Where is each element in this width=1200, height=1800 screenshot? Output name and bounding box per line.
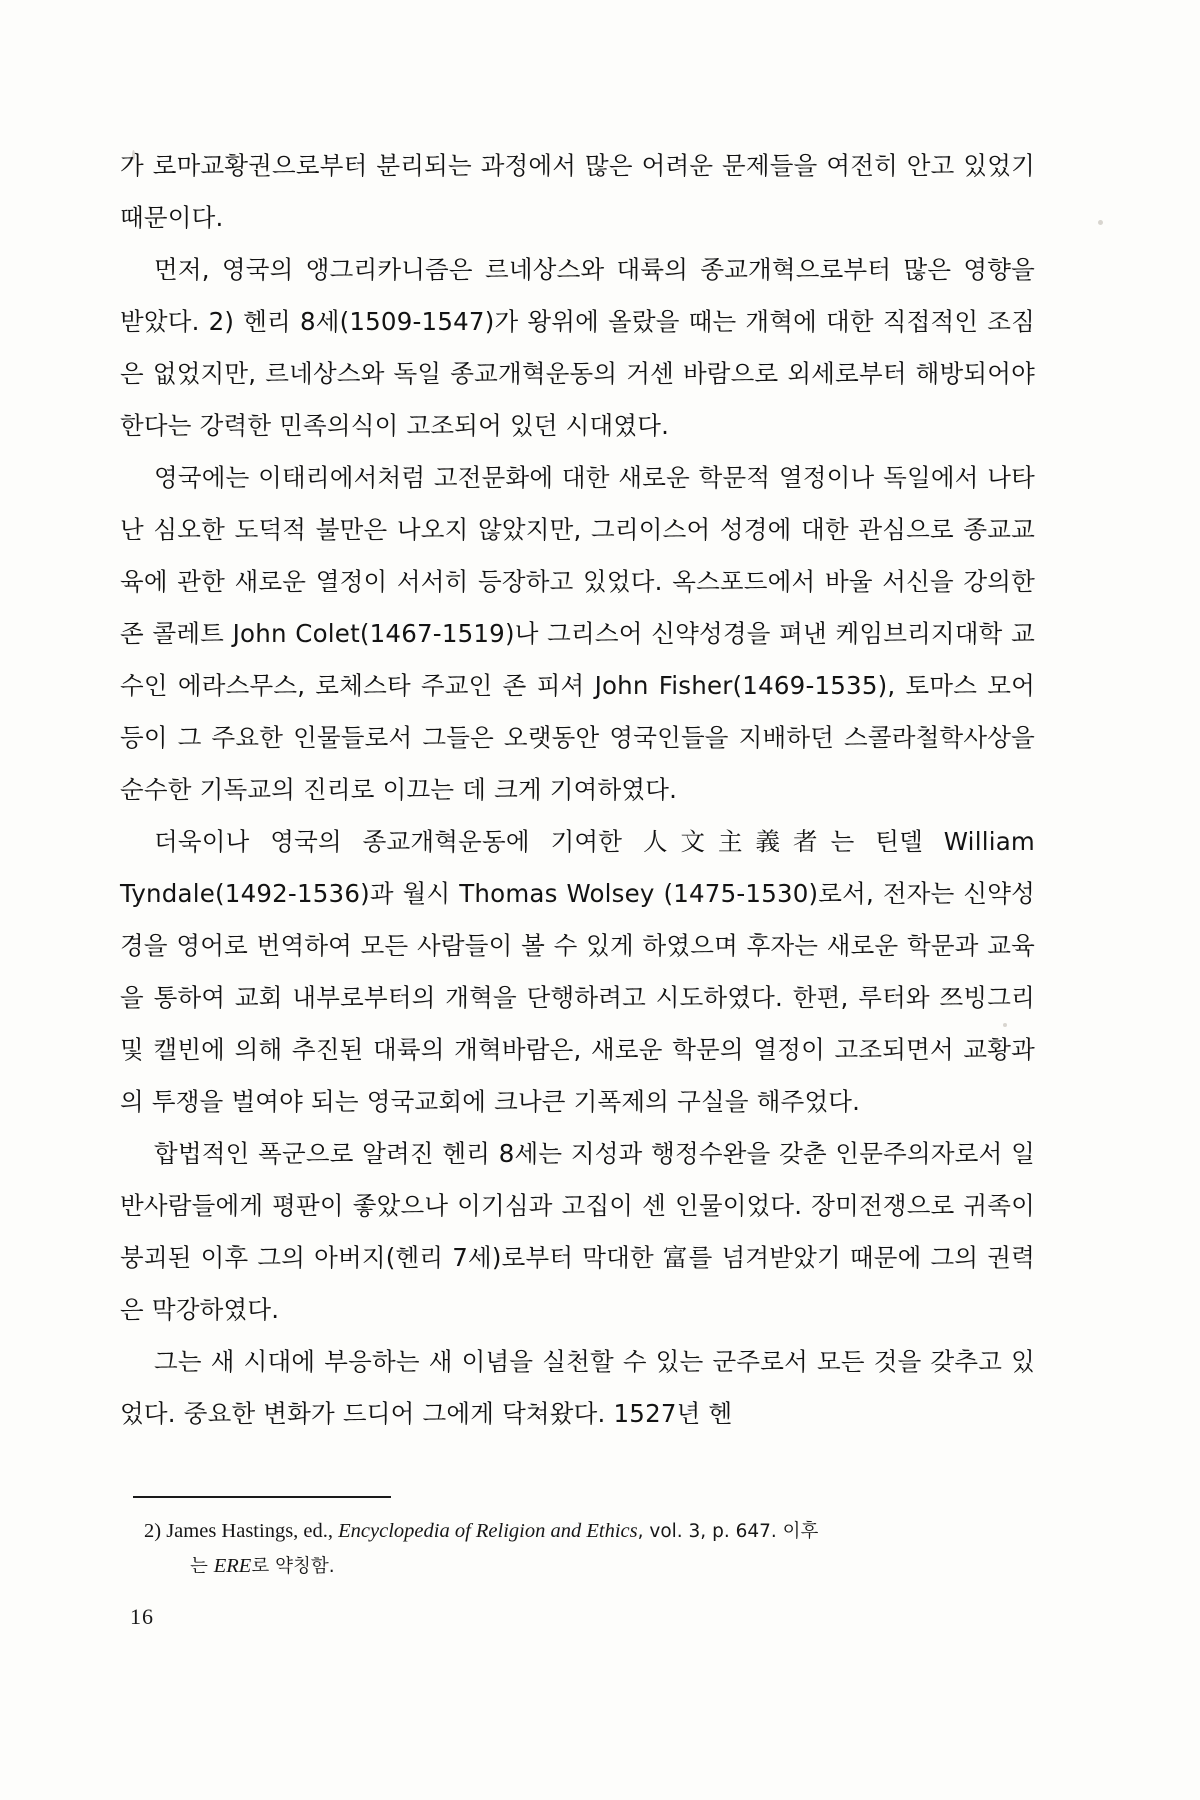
paragraph-2: 먼저, 영국의 앵그리카니즘은 르네상스와 대륙의 종교개혁으로부터 많은 영향을 받았다. 2) 헨리 8세(1509-1547)가 왕위에 올랐을 때는 개혁에 대한 직접적인 조짐은 없었지만, 르네상스와 독일 종교개혁운동의 거센 바람으로 외세로부터 해방되어야 한다는 강력한 민족의식이 고조되어 있던 시대였다.: [120, 255, 1035, 440]
paragraph-4: 더욱이나 영국의 종교개혁운동에 기여한 人文主義者는 틴델 William Tyndale(1492-1536)과 월시 Thomas Wolsey (1475-1530)로서, 전자는 신약성경을 영어로 번역하여 모든 사람들이 볼 수 있게 하였으며 후자는 새로운 학문과 교육을 통하여 교회 내부로부터의 개혁을 단행하려고 시도하였다. 한편, 루터와 쯔빙그리 및 캘빈에 의해 추진된 대륙의 개혁바람은, 새로운 학문의 열정이 고조되면서 교황과의 투쟁을 벌여야 되는 영국교회에 크나큰 기폭제의 구실을 해주었다.: [120, 827, 1035, 1116]
paper-speck: [1098, 220, 1103, 225]
paragraph-1: 가 로마교황권으로부터 분리되는 과정에서 많은 어려운 문제들을 여전히 안고 있었기 때문이다.: [120, 151, 1035, 232]
footnote-abbrev-suffix: 로 약칭함.: [251, 1556, 335, 1577]
footnote-citation-title: Encyclopedia of Religion and Ethics: [338, 1520, 638, 1542]
footnote-citation-detail: , vol. 3, p. 647. 이후: [637, 1521, 819, 1542]
footnote-section: [120, 1496, 1035, 1584]
paragraph-3: 영국에는 이태리에서처럼 고전문화에 대한 새로운 학문적 열정이나 독일에서 나타난 심오한 도덕적 불만은 나오지 않았지만, 그리이스어 성경에 대한 관심으로 종교교육에 관한 새로운 열정이 서서히 등장하고 있었다. 옥스포드에서 바울 서신을 강의한 존 콜레트 John Colet(1467-1519)나 그리스어 신약성경을 펴낸 케임브리지대학 교수인 에라스무스, 로체스타 주교인 존 피셔 John Fisher(1469-1535), 토마스 모어 등이 그 주요한 인물들로서 그들은 오랫동안 영국인들을 지배하던 스콜라철학사상을 순수한 기독교의 진리로 이끄는 데 크게 기여하였다.: [120, 463, 1035, 804]
footnote-marker: 2): [144, 1520, 162, 1542]
footnote-second-line: [144, 1549, 1035, 1584]
paragraph-6: 그는 새 시대에 부응하는 새 이념을 실천할 수 있는 군주로서 모든 것을 갖추고 있었다. 중요한 변화가 드디어 그에게 닥쳐왔다. 1527년 헨: [120, 1347, 1035, 1428]
footnote-divider: [133, 1496, 391, 1498]
page-number: 16: [130, 1604, 154, 1629]
footnote-text: [120, 1514, 1035, 1584]
footnote-abbrev-prefix: 는: [190, 1556, 214, 1577]
footnote-abbrev-term: ERE: [213, 1555, 252, 1577]
paragraph-5: 합법적인 폭군으로 알려진 헨리 8세는 지성과 행정수완을 갖춘 인문주의자로서 일반사람들에게 평판이 좋았으나 이기심과 고집이 센 인물이었다. 장미전쟁으로 귀족이 붕괴된 이후 그의 아버지(헨리 7세)로부터 막대한 富를 넘겨받았기 때문에 그의 권력은 막강하였다.: [120, 1139, 1035, 1324]
page-text-block: [120, 140, 1035, 1440]
footnote-citation-author: James Hastings, ed.,: [166, 1520, 339, 1542]
